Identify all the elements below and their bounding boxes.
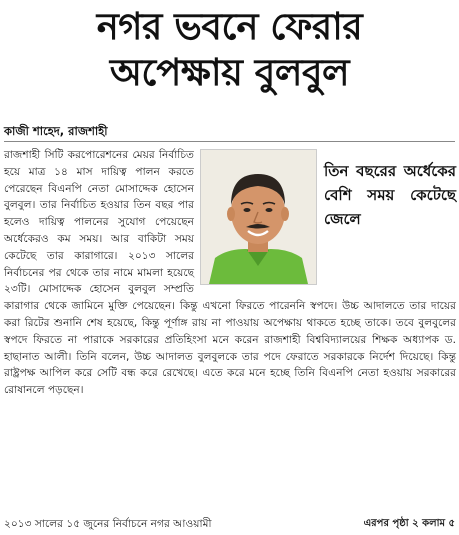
pull-quote: তিন বছরের অর্ধেকের বেশি সময় কেটেছে জেলে (324, 162, 456, 228)
headline-line-1: নগর ভবনে ফেরার (96, 5, 363, 48)
article-footer (4, 516, 455, 532)
photo-with-quote (200, 149, 456, 289)
headline (6, 4, 453, 96)
footer-lead-text: ২০১৩ সালের ১৫ জুনের নির্বাচনে নগর আওয়ামী (4, 518, 212, 530)
article-paragraph: রাজশাহী সিটি করপোরেশনের মেয়র নির্বাচিত হয়ে মাত্র ১৪ মাস দায়িত্ব পালন করতে পেরেছেন বিএনপি নেতা মোসাদ্দেক হোসেন বুলবুল। তার নির্বাচিত হওয়ার তিন বছর পার হলেও দায়িত্ব পালনের সুযোগ পেয়েছেন অর্ধেকেরও কম সময়। আর বাকিটা সময় কেটেছে তার কারাগারে। ২০১৩ সালের নির্বাচনের পর থেকে তার নামে মামলা হয়েছে ২৩টি। মোসাদ্দেক হোসেন বুলবুল সম্প্রতি কারাগার থেকে জামিনে মুক্তি পেয়েছেন। কিন্তু এখনো ফিরতে পারেননি স্বপদে। উচ্চ আদালতে তার দায়ের করা রিটের শুনানি শেষ হয়েছে, কিন্তু পূর্ণাঙ্গ রায় না পাওয়ায় অপেক্ষায় থাকতে হচ্ছে তাকে। তবে বুলবুলের স্বপদে ফিরতে না পারাকে সরকারের প্রতিহিংসা মনে করেন রাজশাহী বিশ্ববিদ্যালয়ের শিক্ষক অধ্যাপক ড. হাছানাত আলী। তিনি বলেন, উচ্চ আদালত বুলবুলকে তার পদে ফেরাতে সরকারকে নির্দেশ দিয়েছে। কিন্তু রাষ্ট্রপক্ষ আপিল করে সেটি বন্ধ করে রেখেছে। এতে করে মনে হচ্ছে তিনি বিএনপি নেতা হওয়ায় সরকারের রোষানলে পড়ছেন। (4, 149, 456, 397)
headline-line-2: অপেক্ষায় বুলবুল (109, 51, 350, 94)
continued-on-page-link[interactable]: এরপর পৃষ্ঠা ২ কলাম ৫ (363, 518, 455, 529)
portrait-illustration (201, 150, 316, 284)
byline-divider (4, 141, 455, 142)
portrait-photo (200, 149, 317, 285)
byline: কাজী শাহেদ, রাজশাহী (4, 124, 108, 138)
article-body (4, 147, 456, 399)
